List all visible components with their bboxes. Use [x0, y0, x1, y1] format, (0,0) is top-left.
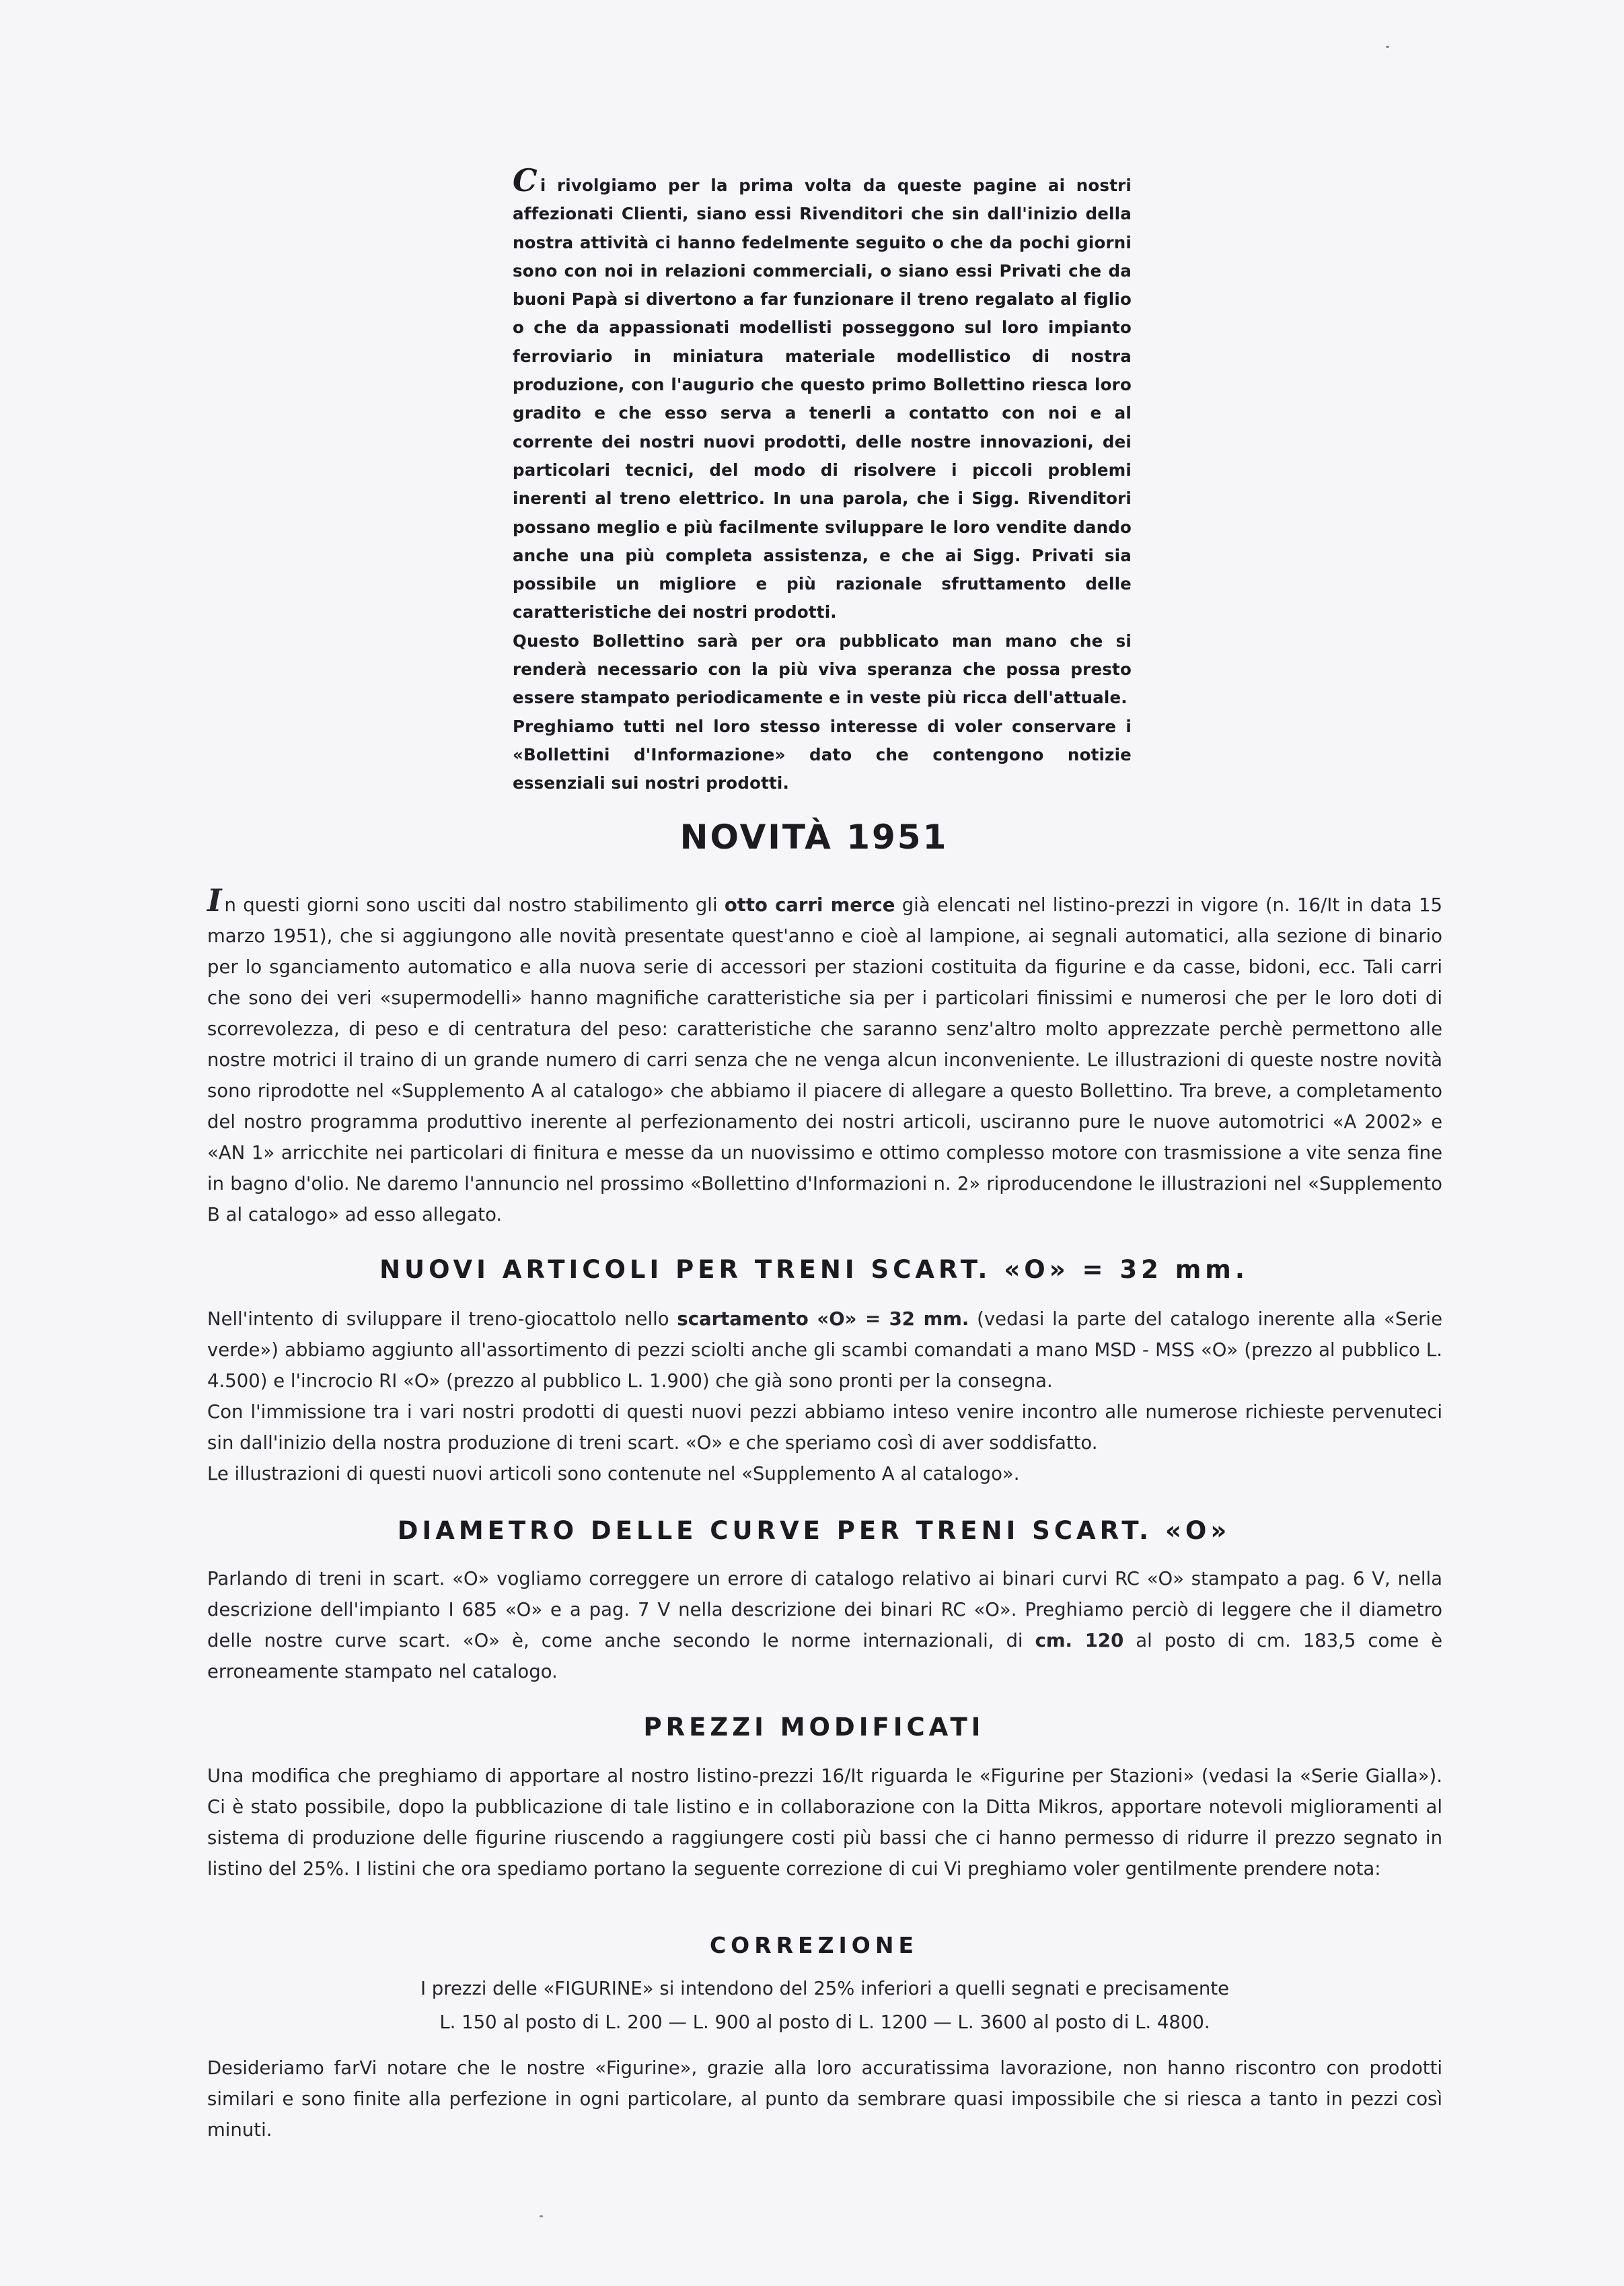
diametro-text: Parlando di treni in scart. «O» vogliamo correggere un errore di catalogo relativo ai binari curvi RC «O» stampato a pag. 6 V, nella descrizione dell'impianto I 685 «O» e a pag. 7 V nella descrizione dei binari RC «O». Preghiamo perciò di leggere che il diametro delle nostre curve scart. «O» è, come anche secondo le norme internazionali, di: [207, 1568, 1442, 1651]
correzione-heading: CORREZIONE: [709, 1932, 919, 1958]
diametro-bold: cm. 120: [1035, 1630, 1124, 1651]
diametro-heading: DIAMETRO DELLE CURVE PER TRENI SCART. «O»: [397, 1516, 1231, 1545]
novita-text: n questi giorni sono usciti dal nostro stabilimento gli: [224, 894, 725, 916]
diametro-paragraph: [207, 1563, 1442, 1687]
closing-section: [207, 2052, 1442, 2145]
diametro-text-rest: al posto di cm. 183,5 come è erroneamente stampato nel catalogo.: [207, 1630, 1442, 1682]
novita-paragraph: [207, 882, 1443, 1230]
intro-text: i rivolgiamo per la prima volta da queste pagine ai nostri affezionati Clienti, siano essi Rivenditori che sin dall'inizio della nostra attività ci hanno fedelmente seguito o che da pochi giorni sono con noi in relazioni commerciali, o siano essi Privati che da buoni Papà si divertono a far funzionare il treno regalato al figlio o che da appassionati modellisti posseggono sul loro impianto ferroviario in miniatura materiale modellistico di nostra produzione, con l'augurio che questo primo Bollettino riesca loro gradito e che esso serva a tenerli a contatto con noi e al corrente dei nostri nuovi prodotti, delle nostre innovazioni, dei particolari tecnici, del modo di risolvere i piccoli problemi inerenti al treno elettrico. In una parola, che i Sigg. Rivenditori possano meglio e più facilmente sviluppare le loro vendite dando anche una più completa assistenza, e che ai Sigg. Privati sia possibile un migliore e più razionale sfruttamento delle caratteristiche dei nostri prodotti.: [513, 176, 1132, 622]
intro-section: [513, 162, 1132, 798]
nuovi-section: [207, 1303, 1442, 1489]
intro-paragraph-2: Questo Bollettino sarà per ora pubblicato man mano che si renderà necessario con la più viva speranza che possa presto essere stampato periodicamente e in veste più ricca dell'attuale.: [513, 631, 1132, 708]
drop-initial: I: [207, 882, 222, 919]
diametro-section: [207, 1563, 1442, 1687]
nuovi-text-rest: (vedasi la parte del catalogo inerente alla «Serie verde») abbiamo aggiunto all'assortimento di pezzi sciolti anche gli scambi comandati a mano MSD - MSS «O» (prezzo al pubblico L. 4.500) e l'incrocio RI «O» (prezzo al pubblico L. 1.900) che già sono pronti per la consegna.: [207, 1308, 1442, 1392]
drop-initial: C: [513, 162, 538, 199]
correzione-line-2: L. 150 al posto di L. 200 — L. 900 al posto di L. 1200 — L. 3600 al posto di L. 4800.: [439, 2011, 1210, 2033]
nuovi-paragraph-3: Le illustrazioni di questi nuovi articoli sono contenute nel «Supplemento A al catalogo».: [207, 1463, 1020, 1485]
intro-paragraph: [513, 162, 1132, 627]
novita-heading: NOVITÀ 1951: [679, 818, 949, 857]
correzione-line-1: I prezzi delle «FIGURINE» si intendono del 25% inferiori a quelli segnati e precisamente: [420, 1978, 1230, 1999]
scan-speck: [540, 2215, 543, 2217]
correzione-section: [207, 1973, 1442, 2038]
scan-speck: [1386, 46, 1389, 48]
closing-paragraph: Desideriamo farVi notare che le nostre «Figurine», grazie alla loro accuratissima lavorazione, non hanno riscontro con prodotti similari e sono finite alla perfezione in ogni particolare, al punto da sembrare quasi impossibile che si riesca a tanto in pezzi così minuti.: [207, 2057, 1442, 2141]
nuovi-paragraph: [207, 1303, 1442, 1396]
nuovi-text: Nell'intento di sviluppare il treno-giocattolo nello: [207, 1308, 677, 1330]
nuovi-heading: NUOVI ARTICOLI PER TRENI SCART. «O» = 32 mm.: [379, 1255, 1249, 1284]
intro-paragraph-3: Preghiamo tutti nel loro stesso interesse di voler conservare i «Bollettini d'Informazione» dato che contengono notizie essenziali sui nostri prodotti.: [513, 716, 1132, 793]
novita-text-rest: già elencati nel listino-prezzi in vigore (n. 16/It in data 15 marzo 1951), che si aggiungono alle novità presentate quest'anno e cioè al lampione, ai segnali automatici, alla sezione di binario per lo sganciamento automatico e alla nuova serie di accessori per stazioni costituita da figurine e da casse, bidoni, ecc. Tali carri che sono dei veri «supermodelli» hanno magnifiche caratteristiche sia per i particolari finissimi e numerosi che per le loro doti di scorrevolezza, di peso e di centratura del peso: caratteristiche che saranno senz'altro molto apprezzate perchè permettono alle nostre motrici il traino di un grande numero di carri senza che ne venga alcun inconveniente. Le illustrazioni di queste nostre novità sono riprodotte nel «Supplemento A al catalogo» che abbiamo il piacere di allegare a questo Bollettino. Tra breve, a completamento del nostro programma produttivo inerente al perfezionamento dei nostri articoli, usciranno pure le nuove automotrici «A 2002» e «AN 1» arricchite nei particolari di finitura e messe da un nuovissimo e ottimo complesso motore con trasmissione a vite senza fine in bagno d'olio. Ne daremo l'annuncio nel prossimo «Bollettino d'Informazioni n. 2» riproducendone le illustrazioni nel «Supplemento B al catalogo» ad esso allegato.: [207, 894, 1443, 1225]
nuovi-bold: scartamento «O» = 32 mm.: [677, 1308, 969, 1330]
prezzi-paragraph: Una modifica che preghiamo di apportare al nostro listino-prezzi 16/It riguarda le «Figurine per Stazioni» (vedasi la «Serie Gialla»). Ci è stato possibile, dopo la pubblicazione di tale listino e in collaborazione con la Ditta Mikros, apportare notevoli miglioramenti al sistema di produzione delle figurine riuscendo a raggiungere costi più bassi che ci hanno permesso di ridurre il prezzo segnato in listino del 25%. I listini che ora spediamo portano la seguente correzione di cui Vi preghiamo voler gentilmente prendere nota:: [207, 1765, 1442, 1880]
nuovi-paragraph-2: Con l'immissione tra i vari nostri prodotti di questi nuovi pezzi abbiamo inteso venire incontro alle numerose richieste pervenuteci sin dall'inizio della nostra produzione di treni scart. «O» e che speriamo così di aver soddisfatto.: [207, 1401, 1442, 1454]
prezzi-section: [207, 1760, 1442, 1884]
prezzi-heading: PREZZI MODIFICATI: [643, 1713, 985, 1742]
novita-section: [207, 882, 1443, 1230]
novita-bold: otto carri merce: [724, 894, 895, 916]
